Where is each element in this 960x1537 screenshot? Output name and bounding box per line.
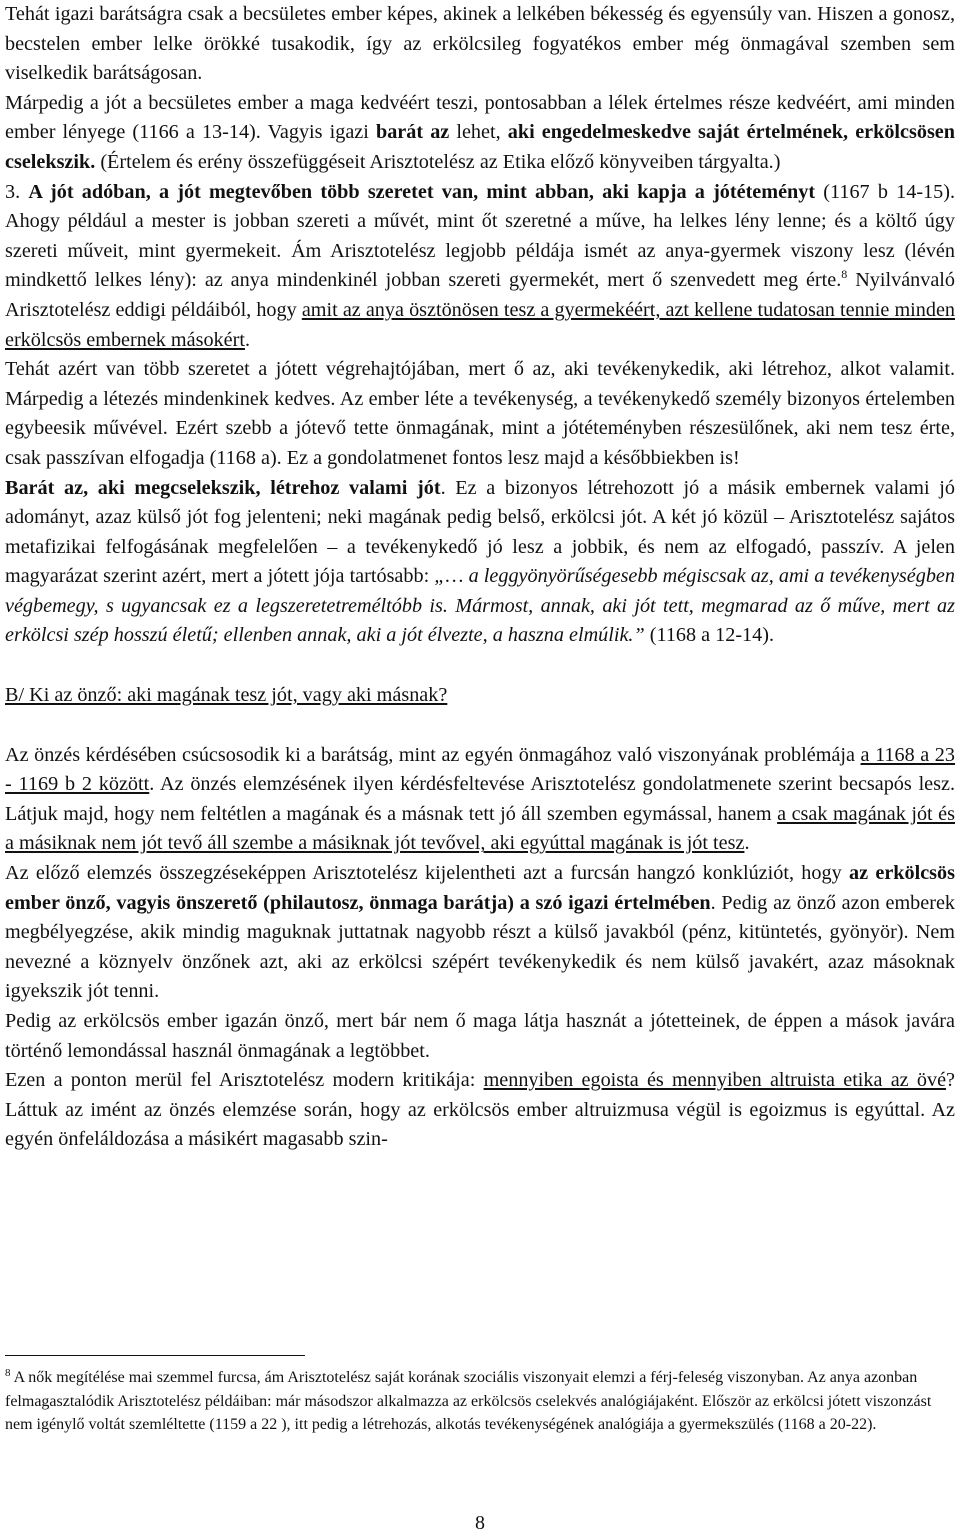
quotation: „… a leggyönyörűségesebb mégiscsak az, ami a tevékenységben végbemegy, s ugyancsak ez a legszeretetreméltóbb is. Mármost, annak, aki jót tett, megmarad az ő műve, mert az erkölcsi szép hosszú életű; ellenben annak, aki a jót élvezte, a haszna elmúlik.” <box>5 565 955 647</box>
page-number: 8 <box>475 1512 485 1534</box>
text-span: Ezen a ponton merül fel Arisztotelész modern kritikája: <box>5 1069 484 1092</box>
text-span: (1168 a 12-14). <box>644 624 775 647</box>
underlined-text: amit az anya ösztönösen tesz a gyermekéért, azt kellene tudatosan tennie minden erkölcsös embernek másokért <box>5 298 955 351</box>
paragraph-6 <box>5 741 955 859</box>
text-span: . <box>244 328 250 351</box>
text-span: . Az önzés elemzésének ilyen kérdésfeltevése Arisztotelész gondolatmenete szerint becsapós lesz. Látjuk majd, hogy nem feltétlen a magának és a másnak tett jó áll szemben egymással, hanem <box>5 773 956 825</box>
bold-text: aki engedelmeskedve saját értelmének, erkölcsösen cselekszik. <box>5 121 955 173</box>
text-span: lehet, <box>449 121 508 144</box>
footnote-number: 8 <box>5 1367 11 1379</box>
paragraph-2 <box>5 89 955 178</box>
text-span: (1167 b 14-15). Ahogy például a mester is jobban szereti a művét, mint őt szeretné a műve, ha lelkes lény lenne; és a költő úgy szereti műveit, mint gyermekeit. Ám Arisztotelész legjobb példája ismét az anya-gyermek viszony lesz (lévén mindkettő lelkes lény): az anya mindenkinél jobban szereti gyermekét, mert ő szenvedett meg érte. <box>5 180 956 292</box>
paragraph-9 <box>5 1066 955 1155</box>
bold-text: az erkölcsös ember önző, vagyis önszerető (philautosz, önmaga barátja) a szó igazi értelmében <box>5 862 955 914</box>
footnote-separator <box>5 1355 305 1356</box>
bold-text: Barát az, aki megcselekszik, létrehoz valami jót <box>5 476 441 499</box>
paragraph-7 <box>5 859 955 1007</box>
text-span: . Ez a bizonyos létrehozott jó a másik embernek valami jó adományt, azaz külső jót fog jelenteni; neki magának pedig belső, erkölcsi jót. A két jó közül – Arisztotelész sajátos metafizikai felfogásának megfelelően – a tevékenykedő jó lesz a jobbik, és nem az elfogadó, passzív. A jelen magyarázat szerint azért, mert a jótett jója tartósabb: <box>5 476 955 588</box>
underlined-text: a csak magának jót és a másiknak nem jót tevő áll szembe a másiknak jót tevővel, aki egyúttal magának is jót tesz <box>5 802 955 855</box>
text-span: . Pedig az önző azon emberek megbélyegzése, akik mindig maguknak juttatnak nagyobb részt a külső javakból (pénz, kitüntetés, gyönyör). Nem nevezné a köznyelv önzőnek azt, aki az erkölcsi szépért tevékenykedik és nem külső javakért, azaz másoknak igyekszik jót tenni. <box>5 891 955 1003</box>
item-number: 3. <box>5 180 29 203</box>
text-span: Az önzés kérdésében csúcsosodik ki a barátság, mint az egyén önmagához való viszonyának problémája <box>5 743 861 766</box>
paragraph-5 <box>5 474 955 652</box>
text-span: Márpedig a jót a becsületes ember a maga kedvéért teszi, pontosabban a lélek értelmes része kedvéért, ami minden ember lényege (1166 a 13-14). Vagyis igazi <box>5 91 955 144</box>
footnote-text: A nők megítélése mai szemmel furcsa, ám Arisztotelész saját korának szociális viszonyait elemzi a férj-feleség viszonyban. Az anya azonban felmagasztalódik Arisztotelész példáiban: már másodszor alkalmazza az erkölcsös cselekvés analógiájaként. Először az erkölcsi jótett viszonzást nem igénylő voltát szemléltette (1159 a 22 ), itt pedig a létrehozás, alkotás tevékenységének analógiája a gyermekszülés (1168 a 20-22). <box>5 1369 932 1433</box>
paragraph-4: Tehát azért van több szeretet a jótett végrehajtójában, mert ő az, aki tevékenykedik, aki létrehoz, alkot valamit. Márpedig a létezés mindenkinek kedves. Az ember léte a tevékenység, a tevékenykedő személy bizonyos értelemben egybeesik művével. Ezért szebb a jótevő tette önmagának, mint a jótéteményben részesülőnek, aki nem tesz érte, csak passzívan elfogadja (1168 a). Ez a gondolatmenet fontos lesz majd a későbbiekben is! <box>5 358 955 469</box>
bold-text: barát az <box>375 121 450 144</box>
text-span: Nyilvánvaló Arisztotelész eddigi példáiból, hogy <box>5 269 956 321</box>
underlined-text: mennyiben egoista és mennyiben altruista etika az övé <box>483 1069 947 1092</box>
page-body <box>5 0 955 1155</box>
paragraph-3 <box>5 178 955 356</box>
footnote-reference[interactable]: 8 <box>841 267 848 282</box>
text-span: ? Láttuk az imént az önzés elemzése során, hogy az erkölcsös ember altruizmusa végül is egoizmus is egyúttal. Az egyén önfeláldozása a másikért magasabb szin- <box>5 1069 955 1151</box>
text-span: . <box>744 832 750 855</box>
bold-text: A jót adóban, a jót megtevőben több szeretet van, mint abban, aki kapja a jótéteményt <box>28 180 816 203</box>
paragraph-1: Tehát igazi barátságra csak a becsületes ember képes, akinek a lelkében békesség és egyensúly van. Hiszen a gonosz, becstelen ember lelke örökké tusakodik, így az erkölcsileg fogyatékos ember még önmagával szemben sem viselkedik barátságosan. <box>5 3 955 85</box>
paragraph-8: Pedig az erkölcsös ember igazán önző, mert bár nem ő maga látja hasznát a jótetteinek, de éppen a mások javára történő lemondással használ önmagának a legtöbbet. <box>5 1010 955 1062</box>
footnote <box>5 1366 950 1437</box>
text-span: Az előző elemzés összegzéseképpen Arisztotelész kijelentheti azt a furcsán hangzó konklúziót, hogy <box>5 862 849 885</box>
text-span: (Értelem és erény összefüggéseit Arisztotelész az Etika előző könyveiben tárgyalta.) <box>95 150 781 173</box>
underlined-text: a 1168 a 23 - 1169 b 2 között <box>5 743 955 796</box>
section-heading: B/ Ki az önző: aki magának tesz jót, vagy aki másnak? <box>5 684 448 707</box>
